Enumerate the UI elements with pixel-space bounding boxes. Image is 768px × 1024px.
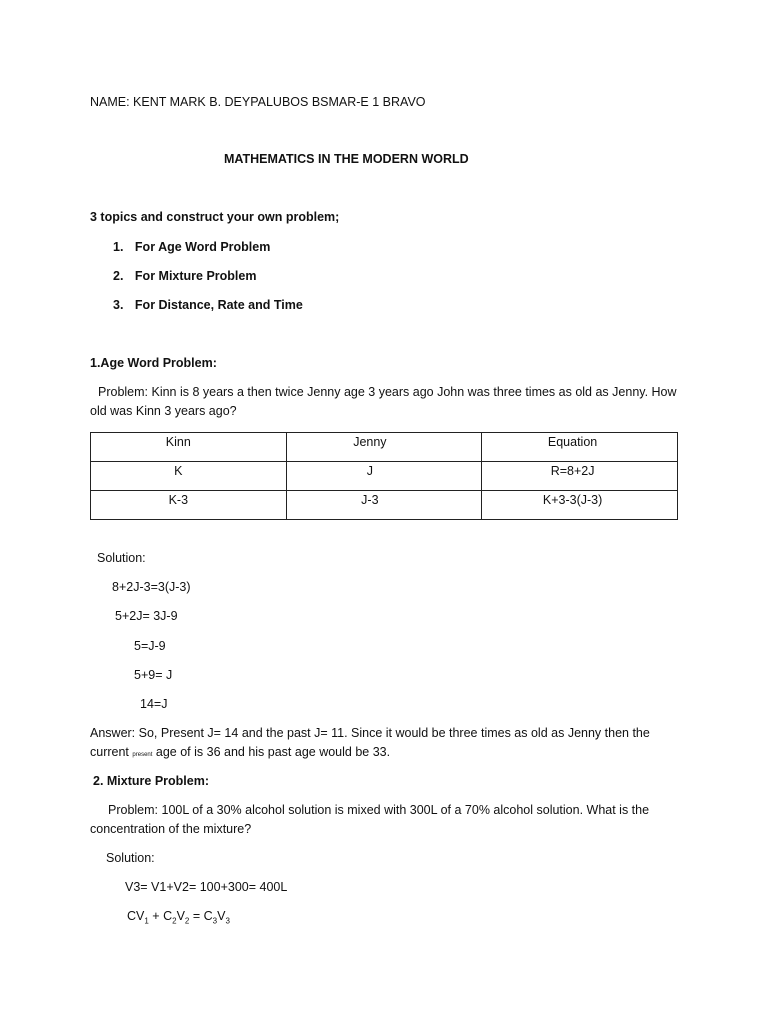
table-row — [91, 491, 678, 520]
answer-word-current: current — [90, 745, 129, 759]
solution-step: 8+2J-3=3(J-3) — [112, 580, 191, 594]
list-number: 2. — [113, 269, 124, 283]
table-cell: Equation — [482, 433, 678, 462]
mixture-solution-label: Solution: — [106, 851, 155, 865]
solution-step: 14=J — [140, 697, 168, 711]
table-cell: K-3 — [91, 491, 287, 520]
intro-heading: 3 topics and construct your own problem; — [90, 210, 340, 224]
solution-step: 5+2J= 3J-9 — [115, 609, 178, 623]
mixture-step: V3= V1+V2= 100+300= 400L — [125, 880, 288, 894]
solution-label: Solution: — [97, 551, 146, 565]
list-item — [113, 298, 303, 312]
name-line: NAME: KENT MARK B. DEYPALUBOS BSMAR-E 1 BRAVO — [90, 95, 426, 109]
table-cell: K — [91, 462, 287, 491]
table-cell: J-3 — [286, 491, 482, 520]
answer-tiny-note: present — [132, 752, 153, 758]
table-cell: Kinn — [91, 433, 287, 462]
list-number: 3. — [113, 298, 124, 312]
solution-step: 5+9= J — [134, 668, 173, 682]
table-row — [91, 462, 678, 491]
mixture-equation: $CV_1 + C_2V_2 = C_3V_3$ — [127, 909, 230, 926]
mixture-problem-text-line2: concentration of the mixture? — [90, 822, 252, 836]
mixture-problem-heading: 2. Mixture Problem: — [93, 774, 209, 788]
table-cell: J — [286, 462, 482, 491]
table-row — [91, 433, 678, 462]
table-cell: K+3-3(J-3) — [482, 491, 678, 520]
table-cell: Jenny — [286, 433, 482, 462]
list-text: For Distance, Rate and Time — [134, 298, 303, 312]
answer-rest: age of is 36 and his past age would be 33. — [155, 745, 391, 759]
list-text: For Mixture Problem — [134, 269, 257, 283]
age-table — [90, 432, 678, 520]
mixture-problem-text-line1: Problem: 100L of a 30% alcohol solution is mixed with 300L of a 70% alcohol solution. What is the — [108, 803, 650, 817]
age-problem-heading: 1.Age Word Problem: — [90, 356, 217, 370]
document-title: MATHEMATICS IN THE MODERN WORLD — [224, 152, 469, 166]
list-text: For Age Word Problem — [134, 240, 271, 254]
answer-line2 — [90, 745, 390, 759]
age-problem-text-line1: Problem: Kinn is 8 years a then twice Jenny age 3 years ago John was three times as old as Jenny. How — [98, 385, 677, 399]
answer-line1: Answer: So, Present J= 14 and the past J= 11. Since it would be three times as old as Jenny then the — [90, 726, 650, 740]
list-item — [113, 240, 270, 254]
age-problem-text-line2: old was Kinn 3 years ago? — [90, 404, 237, 418]
list-item — [113, 269, 256, 283]
table-cell: R=8+2J — [482, 462, 678, 491]
list-number: 1. — [113, 240, 124, 254]
solution-step: 5=J-9 — [134, 639, 166, 653]
